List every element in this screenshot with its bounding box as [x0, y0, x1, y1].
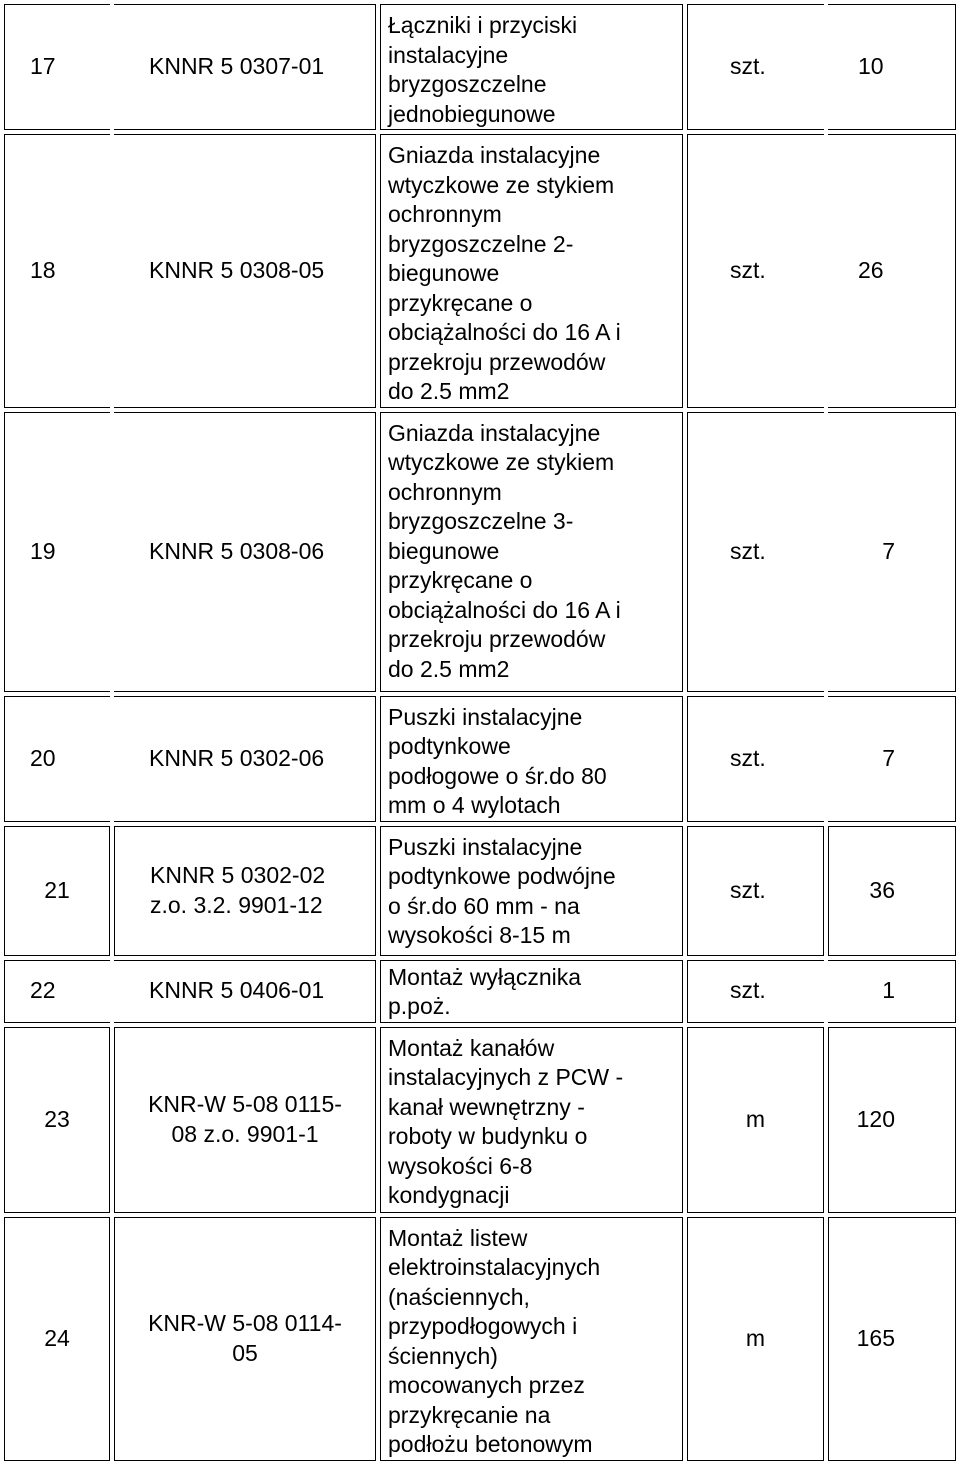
description-line: Montaż listew	[388, 1224, 528, 1251]
description-line: roboty w budynku o	[388, 1123, 588, 1149]
quantity: 10	[828, 4, 956, 130]
description-line: podłożu betonowym	[388, 1431, 593, 1457]
quantity: 26	[828, 134, 956, 408]
norm-code-line: 08 z.o. 9901-1	[171, 1120, 319, 1147]
description-line: przykręcane o	[388, 289, 533, 316]
description-line: o śr.do 60 mm - na	[388, 892, 580, 919]
norm-code	[114, 696, 376, 822]
item-description	[380, 1027, 683, 1213]
description-line: Łączniki i przyciski	[388, 12, 578, 38]
description-line: kanał wewnętrzny -	[388, 1093, 585, 1120]
row-number: 17	[4, 4, 110, 130]
table-row	[4, 412, 956, 692]
unit: m	[687, 1027, 824, 1213]
row-number: 23	[4, 1027, 110, 1213]
norm-code	[114, 134, 376, 408]
description-line: obciążalności do 16 A i	[388, 319, 621, 345]
description-line: wtyczkowe ze stykiem	[388, 449, 615, 475]
table-row	[4, 826, 956, 956]
description-line: Puszki instalacyjne	[388, 833, 583, 860]
description-line: bryzgoszczelne	[388, 71, 547, 97]
description-line: (naściennych,	[388, 1283, 530, 1310]
table-row	[4, 4, 956, 130]
description-line: wysokości 8-15 m	[388, 922, 571, 948]
description-line: przekroju przewodów	[388, 348, 606, 375]
norm-code-line: KNNR 5 0308-05	[149, 257, 325, 283]
description-line: ochronnym	[388, 201, 502, 227]
unit: szt.	[687, 4, 824, 130]
description-line: podtynkowe podwójne	[388, 863, 616, 889]
description-line: do 2.5 mm2	[388, 655, 510, 682]
description-line: podłogowe o śr.do 80	[388, 762, 607, 789]
description-line: elektroinstalacyjnych	[388, 1254, 601, 1280]
description-line: bryzgoszczelne 2-	[388, 230, 574, 257]
description-line: bryzgoszczelne 3-	[388, 508, 574, 534]
norm-code-line: z.o. 3.2. 9901-12	[150, 891, 323, 918]
row-number: 18	[4, 134, 110, 408]
description-line: p.poż.	[388, 993, 451, 1019]
description-line: przekroju przewodów	[388, 626, 606, 652]
description-line: Montaż wyłącznika	[388, 963, 582, 990]
quantity: 1	[828, 960, 956, 1023]
unit: szt.	[687, 412, 824, 692]
norm-code-line: KNNR 5 0302-06	[149, 744, 325, 771]
norm-code-line: KNR-W 5-08 0114-	[148, 1310, 342, 1336]
table-row	[4, 1027, 956, 1213]
unit: szt.	[687, 826, 824, 956]
row-number: 20	[4, 696, 110, 822]
description-line: mocowanych przez	[388, 1372, 585, 1398]
description-line: ściennych)	[388, 1342, 498, 1369]
norm-code-line: KNR-W 5-08 0115-	[148, 1091, 342, 1117]
item-description	[380, 696, 683, 822]
norm-code	[114, 1027, 376, 1213]
description-line: do 2.5 mm2	[388, 378, 510, 404]
norm-code	[114, 4, 376, 130]
norm-code	[114, 412, 376, 692]
description-line: Gniazda instalacyjne	[388, 142, 601, 168]
item-description	[380, 826, 683, 956]
table-row	[4, 696, 956, 822]
description-line: kondygnacji	[388, 1182, 510, 1208]
description-line: mm o 4 wylotach	[388, 792, 561, 818]
item-description	[380, 1217, 683, 1461]
item-description	[380, 412, 683, 692]
norm-code-line: KNNR 5 0406-01	[149, 977, 325, 1004]
item-description	[380, 134, 683, 408]
description-line: jednobiegunowe	[388, 100, 556, 127]
norm-code-line: KNNR 5 0302-02	[150, 862, 326, 888]
description-line: Puszki instalacyjne	[388, 703, 583, 730]
item-description	[380, 4, 683, 130]
description-line: biegunowe	[388, 537, 500, 564]
table-row	[4, 1217, 956, 1461]
description-line: Gniazda instalacyjne	[388, 419, 601, 446]
description-line: przykręcanie na	[388, 1401, 551, 1428]
description-line: podtynkowe	[388, 733, 511, 759]
table-row	[4, 134, 956, 408]
description-line: obciążalności do 16 A i	[388, 596, 621, 623]
description-line: wysokości 6-8	[388, 1152, 533, 1179]
row-number: 24	[4, 1217, 110, 1461]
quantity: 36	[828, 826, 956, 956]
description-line: Montaż kanałów	[388, 1034, 555, 1061]
description-line: biegunowe	[388, 260, 500, 286]
description-line: przykręcane o	[388, 567, 533, 593]
norm-code-line: KNNR 5 0308-06	[149, 537, 325, 564]
norm-code	[114, 1217, 376, 1461]
description-line: instalacyjnych z PCW -	[388, 1064, 624, 1090]
row-number: 22	[4, 960, 110, 1023]
description-line: wtyczkowe ze stykiem	[388, 171, 615, 198]
quantity: 7	[828, 696, 956, 822]
quantity: 120	[828, 1027, 956, 1213]
unit: szt.	[687, 696, 824, 822]
item-description	[380, 960, 683, 1023]
description-line: ochronnym	[388, 478, 502, 505]
norm-code-line: KNNR 5 0307-01	[149, 53, 325, 80]
description-line: przypodłogowych i	[388, 1313, 578, 1339]
row-number: 19	[4, 412, 110, 692]
quantity: 7	[828, 412, 956, 692]
norm-code	[114, 826, 376, 956]
table-row	[4, 960, 956, 1023]
unit: szt.	[687, 134, 824, 408]
row-number: 21	[4, 826, 110, 956]
unit: szt.	[687, 960, 824, 1023]
norm-code	[114, 960, 376, 1023]
description-line: instalacyjne	[388, 41, 509, 68]
quantity: 165	[828, 1217, 956, 1461]
unit: m	[687, 1217, 824, 1461]
norm-code-line: 05	[232, 1339, 258, 1366]
